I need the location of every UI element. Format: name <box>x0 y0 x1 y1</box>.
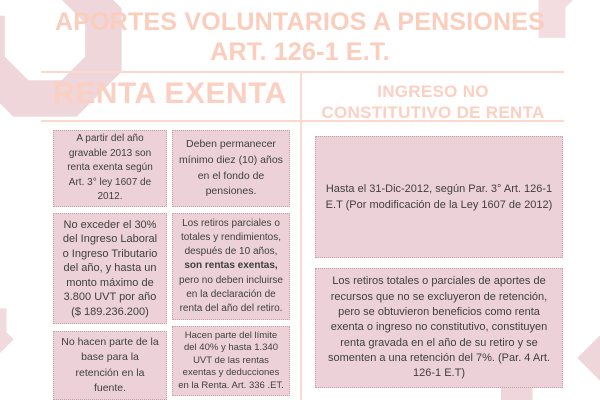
info-box-ingreso-2 <box>315 268 563 388</box>
info-box-renta-exenta-5 <box>172 213 290 320</box>
info-box-text: No hacen parte de la base para la retención en la fuente. <box>61 336 159 394</box>
info-box-text: Hasta el 31-Dic-2012, según Par. 3° Art. 126-1 E.T (Por modificación de la Ley 1607 de 2012) <box>325 182 553 211</box>
info-box-text: A partir del año gravable 2013 son renta exenta según Art. 3° ley 1607 de 2012. <box>67 133 153 203</box>
info-box-renta-exenta-3 <box>53 331 167 400</box>
info-box-renta-exenta-4 <box>172 130 290 207</box>
info-box-text: Los retiros totales o parciales de aportes de recursos que no se excluyeron de retención, pero se obtuvieron beneficios como renta exenta o ingreso no constitutivo, constituyen renta gravada en el año de su retiro y se somenten a una retención del 7%. (Par. 4 Art. 126-1 E.T) <box>328 275 550 380</box>
info-box-ingreso-1 <box>315 136 563 258</box>
info-box-renta-exenta-1 <box>53 130 167 207</box>
column-header-ingreso-line2: CONSTITUTIVO DE RENTA <box>321 103 545 123</box>
divider-top <box>41 71 564 73</box>
column-header-ingreso-no-constitutivo <box>302 81 564 124</box>
info-box-text: Deben permanecer mínimo diez (10) años en el fondo de pensiones. <box>179 138 283 198</box>
info-box-text: No exceder el 30% del Ingreso Laboral o Ingreso Tributario del año, y hasta un monto máximo de 3.800 UVT por año ($ 189.236.200) <box>62 218 158 318</box>
info-box-text: Los retiros parciales o totales y rendimientos, después de 10 años, son rentas exentas, pero no deben incluirse en la declaración de renta del año del retiro. <box>179 217 283 314</box>
info-box-text: Hacen parte del límite del 40% y hasta 1.340 UVT de las rentas exentas y deducciones en la Renta. Art. 336 .ET. <box>178 329 284 391</box>
info-box-renta-exenta-6 <box>172 326 290 396</box>
column-header-renta-exenta: RENTA EXENTA <box>53 77 287 110</box>
column-header-ingreso-line1: INGRESO NO <box>377 82 489 101</box>
page-title: APORTES VOLUNTARIOS A PENSIONES ART. 126-1 E.T. <box>54 8 546 66</box>
info-box-renta-exenta-2 <box>53 213 167 324</box>
